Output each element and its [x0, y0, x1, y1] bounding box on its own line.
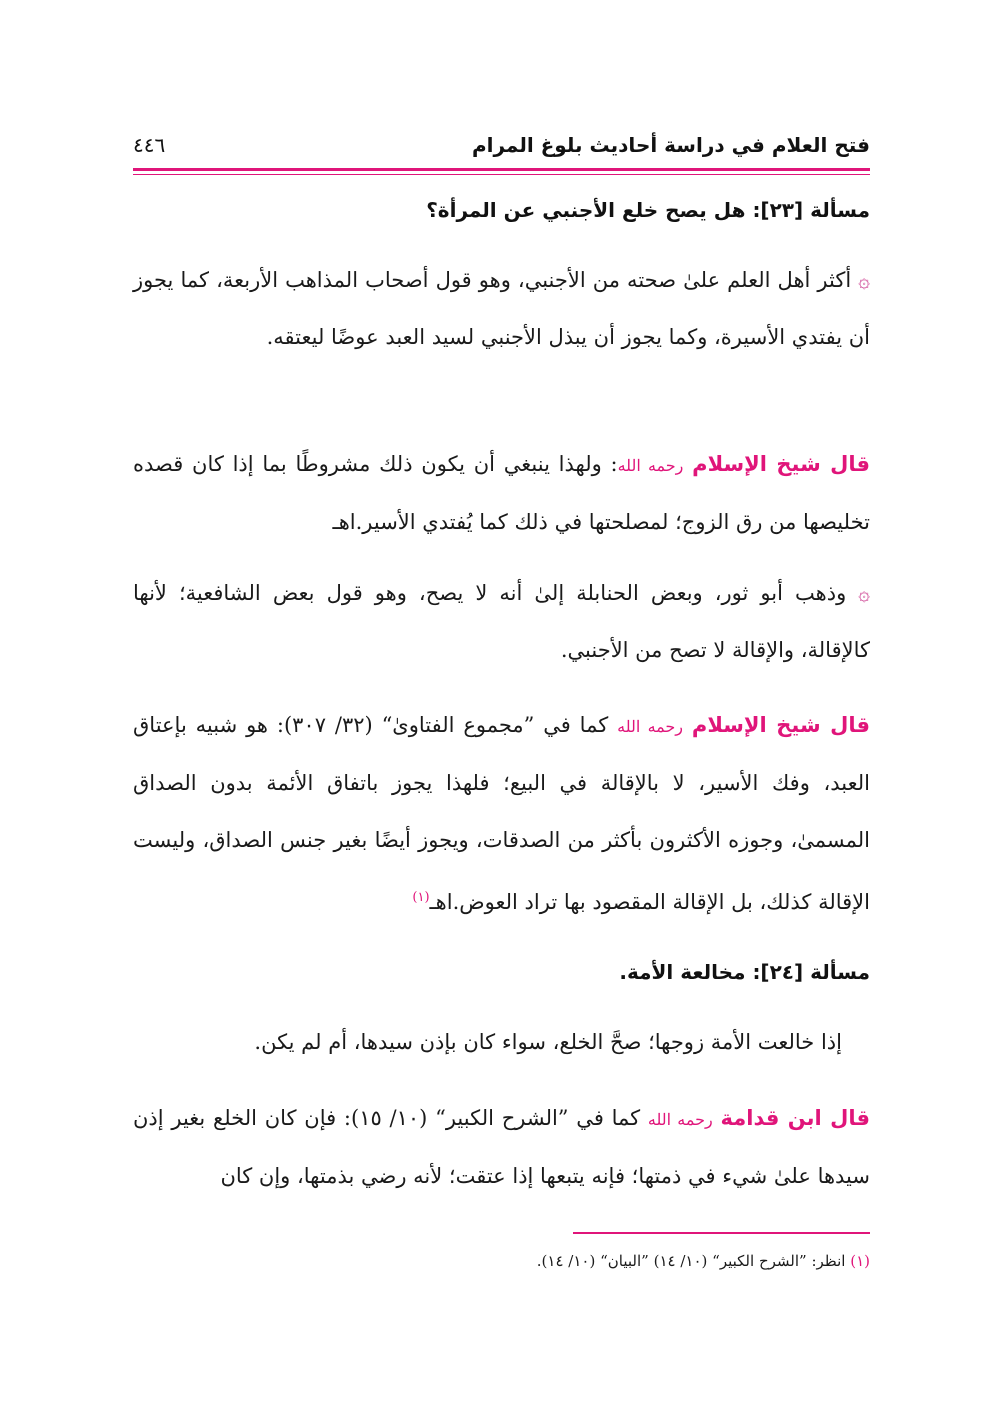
paragraph-ibn-taymiyyah-quote-2: [133, 697, 870, 931]
paragraph-text: أكثر أهل العلم علىٰ صحته من الأجنبي، وهو قول أصحاب المذاهب الأربعة، كما يجوز أن يفتدي الأسيرة، وكما يجوز أن يبذل الأجنبي لسيد العبد عوضًا ليعتقه.: [133, 268, 870, 349]
running-header: [133, 128, 870, 162]
honorific-glyph: رحمه الله: [647, 1110, 713, 1129]
honorific-glyph: رحمه الله: [617, 456, 684, 475]
quote-text: : ولهذا ينبغي أن يكون ذلك مشروطًا بما إذا كان قصده تخليصها من رق الزوج؛ لمصلحتها في ذلك كما يُفتدي الأسير.اهـ: [133, 452, 870, 534]
footnote-text: انظر: ”الشرح الكبير“ (١٠/ ١٤) ”البيان“ (١٠/ ١٤).: [536, 1252, 846, 1270]
paragraph-slave-khul: [133, 1014, 870, 1071]
honorific-glyph: رحمه الله: [617, 717, 684, 736]
question-title: مخالعة الأمة.: [619, 960, 746, 984]
footnote-number: (١): [850, 1252, 870, 1270]
question-title: هل يصح خلع الأجنبي عن المرأة؟: [426, 198, 746, 222]
header-rule-thick: [133, 168, 870, 171]
question-23-heading: [133, 198, 870, 222]
speaker-name: قال شيخ الإسلام: [692, 452, 870, 476]
flower-bullet-icon: ۞: [858, 268, 870, 292]
speaker-name: قال ابن قدامة: [720, 1106, 870, 1130]
paragraph-ibn-qudamah-quote: [133, 1090, 870, 1205]
flower-bullet-icon: ۞: [858, 581, 870, 605]
book-title: فتح العلام في دراسة أحاديث بلوغ المرام: [471, 133, 870, 157]
footnote: [133, 1252, 870, 1270]
paragraph-text: إذا خالعت الأمة زوجها؛ صحَّ الخلع، سواء كان بإذن سيدها، أم لم يكن.: [254, 1030, 842, 1054]
speaker-name: قال شيخ الإسلام: [691, 713, 870, 737]
footnote-separator: [573, 1232, 870, 1234]
footnote-reference[interactable]: (١): [412, 890, 430, 905]
question-label: مسألة [٢٤]:: [752, 960, 870, 984]
page-number: ٤٤٦: [133, 133, 166, 157]
paragraph-text: وذهب أبو ثور، وبعض الحنابلة إلىٰ أنه لا يصح، وهو قول بعض الشافعية؛ لأنها كالإقالة، والإقالة لا تصح من الأجنبي.: [133, 581, 870, 662]
question-24-heading: [133, 960, 870, 984]
paragraph-majority-view: [133, 252, 870, 366]
paragraph-opposing-view: [133, 565, 870, 679]
question-label: مسألة [٢٣]:: [752, 198, 870, 222]
header-rule-thin: [133, 174, 870, 175]
document-page: [133, 0, 870, 1418]
quote-text: كما في ”الشرح الكبير“ (١٠/ ١٥): فإن كان الخلع بغير إذن سيدها علىٰ شيء في ذمتها؛ فإنه يتبعها إذا عتقت؛ لأنه رضي بذمتها، وإن كان: [133, 1106, 870, 1188]
quote-text: كما في ”مجموع الفتاوىٰ“ (٣٢/ ٣٠٧): هو شبيه بإعتاق العبد، وفك الأسير، لا بالإقالة في البيع؛ فلهذا يجوز باتفاق الأئمة بدون الصداق المسمىٰ، وجوزه الأكثرون بأكثر من الصدقات، ويجوز أيضًا بغير جنس الصداق، وليست الإقالة كذلك، بل الإقالة المقصود بها تراد العوض.اهـ: [133, 713, 870, 914]
paragraph-ibn-taymiyyah-quote-1: [133, 436, 870, 551]
